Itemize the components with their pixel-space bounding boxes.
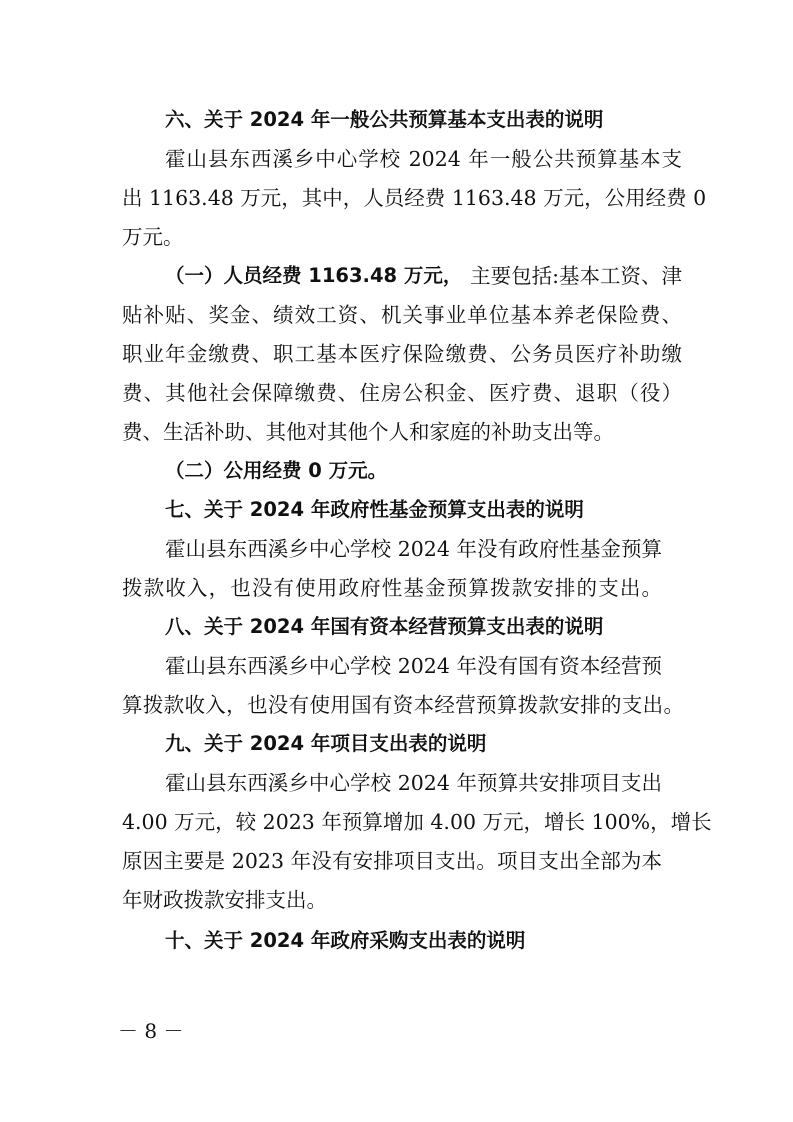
section-6-paragraph-line-2: 出 1163.48 万元，其中，人员经费 1163.48 万元，公用经费 0 <box>122 186 707 210</box>
personnel-expense-line-2: 贴补贴、奖金、绩效工资、机关事业单位基本养老保险费、 <box>122 303 682 327</box>
section-9-paragraph-line-1: 霍山县东西溪乡中心学校 2024 年预算共安排项目支出 <box>165 771 662 795</box>
section-9-heading: 九、关于 2024 年项目支出表的说明 <box>165 732 487 755</box>
section-9-paragraph-line-4: 年财政拨款安排支出。 <box>122 888 327 912</box>
personnel-expense-line-3: 职业年金缴费、职工基本医疗保险缴费、公务员医疗补助缴 <box>122 342 682 366</box>
section-9-paragraph-line-3: 原因主要是 2023 年没有安排项目支出。项目支出全部为本 <box>122 849 662 873</box>
personnel-expense-line-5: 费、生活补助、其他对其他个人和家庭的补助支出等。 <box>122 420 614 444</box>
public-expense-line: （二）公用经费 0 万元。 <box>165 459 388 482</box>
section-8-paragraph-line-2: 算拨款收入，也没有使用国有资本经营预算拨款安排的支出。 <box>122 693 684 717</box>
page-number: － 8 － <box>118 1019 184 1043</box>
section-8-paragraph-line-1: 霍山县东西溪乡中心学校 2024 年没有国有资本经营预 <box>165 654 662 678</box>
personnel-expense-lead: （一）人员经费 1163.48 万元， <box>165 264 463 287</box>
section-10-heading: 十、关于 2024 年政府采购支出表的说明 <box>165 929 526 952</box>
personnel-expense-line-1 <box>165 261 682 291</box>
section-6-heading: 六、关于 2024 年一般公共预算基本支出表的说明 <box>165 108 604 131</box>
section-7-heading: 七、关于 2024 年政府性基金预算支出表的说明 <box>165 498 584 521</box>
section-8-heading: 八、关于 2024 年国有资本经营预算支出表的说明 <box>165 615 604 638</box>
section-9-paragraph-line-2: 4.00 万元，较 2023 年预算增加 4.00 万元，增长 100%，增长 <box>122 810 712 834</box>
personnel-expense-text-start: 主要包括:基本工资、津 <box>470 264 682 288</box>
section-6-paragraph-line-1: 霍山县东西溪乡中心学校 2024 年一般公共预算基本支 <box>165 147 682 171</box>
section-10-heading-spacer <box>165 887 725 917</box>
section-7-paragraph-line-2: 拨款收入，也没有使用政府性基金预算拨款安排的支出。 <box>122 576 662 600</box>
section-7-paragraph-line-1: 霍山县东西溪乡中心学校 2024 年没有政府性基金预算 <box>165 537 662 561</box>
personnel-expense-line-4: 费、其他社会保障缴费、住房公积金、医疗费、退职（役） <box>122 381 682 405</box>
section-6-paragraph-line-3: 万元。 <box>122 225 184 249</box>
